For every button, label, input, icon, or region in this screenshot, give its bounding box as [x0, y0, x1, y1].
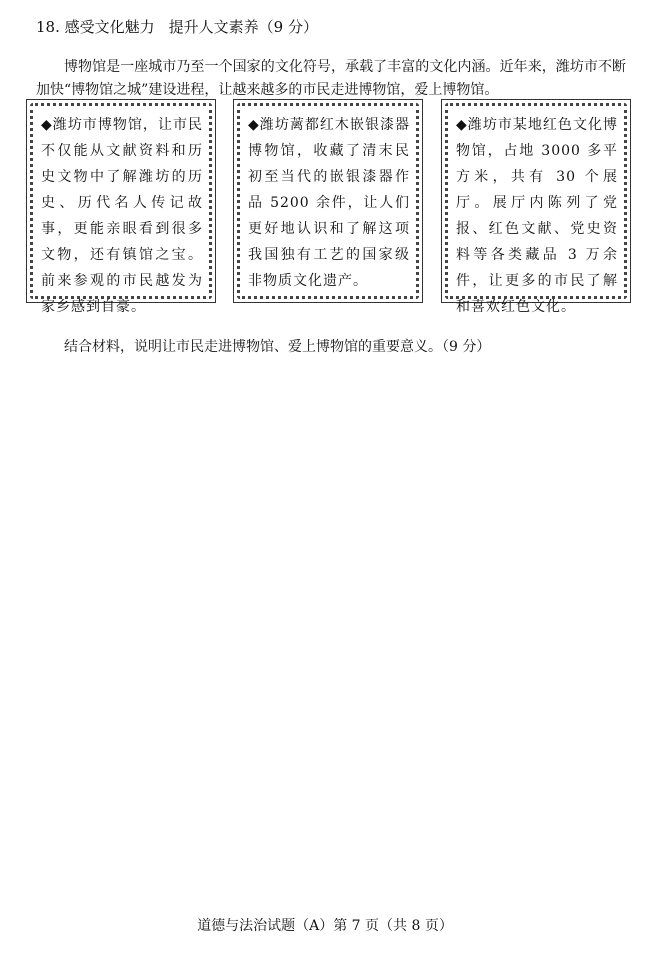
question-prompt: 结合材料，说明让市民走进博物馆、爱上博物馆的重要意义。（9 分） — [64, 339, 491, 355]
intro-paragraph: 博物馆是一座城市乃至一个国家的文化符号，承载了丰富的文化内涵。近年来，潍坊市不断加快“博物馆之城”建设进程，让越来越多的市民走进博物馆，爱上博物馆。 — [36, 59, 626, 98]
diamond-bullet-icon: ◆ — [248, 117, 260, 133]
question-title — [36, 16, 318, 38]
material-body-1: 潍坊市博物馆，让市民不仅能从文献资料和历史文物中了解潍坊的历史、历代名人传记故事，更能亲眼看到很多文物，还有镇馆之宝。前来参观的市民越发为家乡感到自豪。 — [41, 117, 203, 315]
material-text-1 — [41, 112, 203, 320]
page-footer: 道德与法治试题（A）第 7 页（共 8 页） — [197, 918, 453, 934]
question-subheading: 提升人文素养（9 分） — [168, 18, 318, 36]
question-heading: 感受文化魅力 — [64, 18, 155, 36]
material-card-2 — [233, 99, 423, 303]
diamond-bullet-icon: ◆ — [41, 117, 53, 133]
material-body-2: 潍坊蓠都红木嵌银漆器博物馆，收藏了清末民初至当代的嵌银漆器作品 5200 余件，让人们更好地认识和了解这项我国独有工艺的国家级非物质文化遗产。 — [248, 117, 410, 289]
question-number: 18. — [36, 18, 60, 36]
material-card-3 — [441, 99, 631, 315]
material-text-3 — [456, 112, 618, 320]
material-card-1 — [26, 99, 216, 315]
diamond-bullet-icon: ◆ — [456, 117, 468, 133]
material-body-3: 潍坊市某地红色文化博物馆，占地 3000 多平方米，共有 30 个展厅。展厅内陈列了党报、红色文献、党史资料等各类藏品 3 万余件，让更多的市民了解和喜欢红色文化。 — [456, 117, 618, 315]
material-text-2 — [248, 112, 410, 294]
